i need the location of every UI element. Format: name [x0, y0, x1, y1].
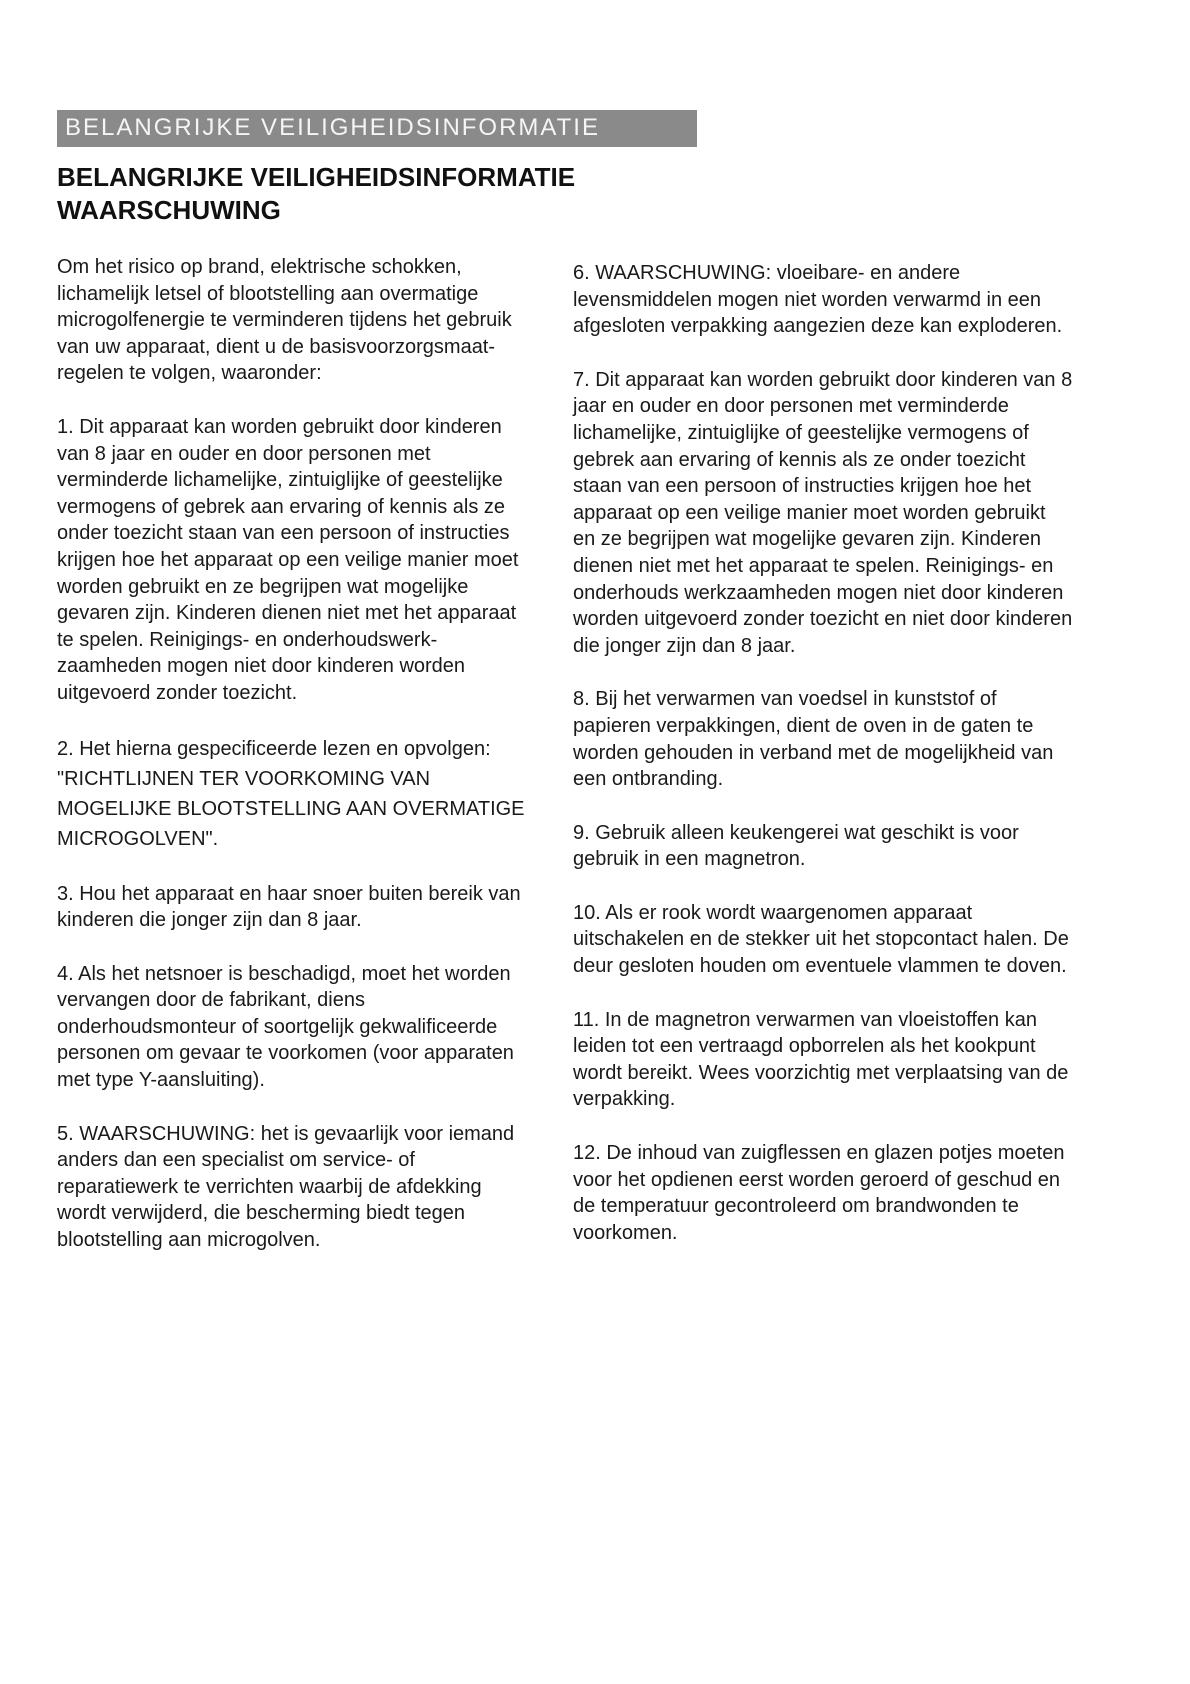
safety-item-5: 5. WAARSCHUWING: het is gevaarlijk voor iemand anders dan een specialist om service- of reparatiewerk te verrichten waarbij de afdekking wordt verwijderd, die bescherming biedt tegen blootstelling aan microgolven.	[57, 1122, 515, 1252]
safety-item-2: 2. Het hierna gespecificeerde lezen en opvolgen: "RICHTLIJNEN TER VOORKOMING VAN MOGELIJKE BLOOTSTELLING AAN OVERMATIGE MICROGOLVEN".	[57, 737, 525, 850]
safety-item-10: 10. Als er rook wordt waargenomen apparaat uitschakelen en de stekker uit het stopcontact halen. De deur gesloten houden om eventuele vlammen te doven.	[573, 901, 1069, 978]
safety-item-1: 1. Dit apparaat kan worden gebruikt door kinderen van 8 jaar en ouder en door personen met verminderde lichamelijke, zintuiglijke of geestelijke vermogens of gebrek aan ervaring of kennis als ze onder toezicht staan van een persoon of instructies krijgen hoe het apparaat op een veilige manier moet worden gebruikt en ze begrijpen wat mogelijke gevaren zijn. Kinderen dienen niet met het apparaat te spelen. Reinigings- en onderhoudswerk- zaamheden mogen niet door kinderen worden uitgevoerd zonder toezicht.	[57, 415, 519, 704]
page-title-line1: BELANGRIJKE VEILIGHEIDSINFORMATIE	[57, 162, 576, 192]
safety-item-12: 12. De inhoud van zuigflessen en glazen potjes moeten voor het opdienen eerst worden geroerd of geschud en de temperatuur gecontroleerd om brandwonden te voorkomen.	[573, 1142, 1065, 1244]
safety-item-8: 8. Bij het verwarmen van voedsel in kunststof of papieren verpakkingen, dient de oven in de gaten te worden gehouden in verband met de mogelijkheid van een ontbranding.	[573, 688, 1054, 791]
two-column-layout	[57, 254, 1077, 1254]
safety-item-3: 3. Hou het apparaat en haar snoer buiten bereik van kinderen die jonger zijn dan 8 jaar.	[57, 882, 521, 932]
intro-paragraph: Om het risico op brand, elektrische schokken, lichamelijk letsel of blootstelling aan overmatige microgolfenergie te verminderen tijdens het gebruik van uw apparaat, dient u de basisvoorzorgsmaat- regelen te volgen, waaronder:	[57, 256, 512, 385]
safety-item-4: 4. Als het netsnoer is beschadigd, moet het worden vervangen door de fabrikant, diens onderhoudsmonteur of soortgelijk gekwalificeerde personen om gevaar te voorkomen (voor apparaten met type Y-aansluiting).	[57, 962, 514, 1092]
right-column	[573, 254, 1073, 1254]
safety-item-6: 6. WAARSCHUWING: vloeibare- en andere levensmiddelen mogen niet worden verwarmd in een afgesloten verpakking aangezien deze kan exploderen.	[573, 262, 1063, 338]
safety-item-11: 11. In de magnetron verwarmen van vloeistoffen kan leiden tot een vertraagd opborrelen als het kookpunt wordt bereikt. Wees voorzichtig met verplaatsing van de verpakking.	[573, 1008, 1069, 1111]
page-title-line2: WAARSCHUWING	[57, 194, 281, 225]
page-title	[57, 161, 1077, 226]
left-column	[57, 254, 535, 1254]
page-content	[57, 110, 1077, 1254]
safety-item-9: 9. Gebruik alleen keukengerei wat geschikt is voor gebruik in een magnetron.	[573, 821, 1019, 871]
section-banner: BELANGRIJKE VEILIGHEIDSINFORMATIE	[57, 110, 697, 147]
safety-item-7: 7. Dit apparaat kan worden gebruikt door kinderen van 8 jaar en ouder en door personen met verminderde lichamelijke, zintuiglijke of geestelijke vermogens of gebrek aan ervaring of kennis als ze onder toezicht staan van een persoon of instructies krijgen hoe het apparaat op een veilige manier moet worden gebruikt en ze begrijpen wat mogelijke gevaren zijn. Kinderen dienen niet met het apparaat te spelen. Reinigings- en onderhouds werkzaamheden mogen niet door kinderen worden uitgevoerd zonder toezicht en niet door kinderen die jonger zijn dan 8 jaar.	[573, 368, 1073, 657]
